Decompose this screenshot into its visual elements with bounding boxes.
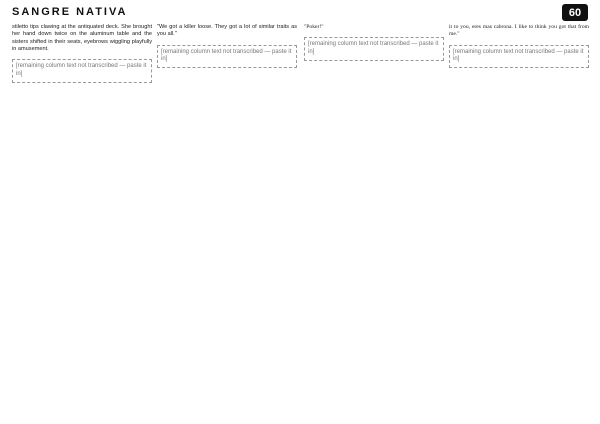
placeholder-note: [remaining column text not transcribed — paste it in] bbox=[304, 37, 444, 61]
placeholder-note: [remaining column text not transcribed — paste it in] bbox=[449, 45, 589, 69]
placeholder-note: [remaining column text not transcribed — paste it in] bbox=[12, 59, 152, 83]
placeholder-note: [remaining column text not transcribed — paste it in] bbox=[157, 45, 297, 69]
running-header: SANGRE NATIVA bbox=[12, 6, 128, 18]
paragraph: "Poker!" bbox=[304, 24, 324, 30]
text-column-3 bbox=[304, 24, 444, 416]
text-column-2 bbox=[157, 24, 297, 416]
paragraph: "We got a killer loose. They got a lot of similar traits as you all." bbox=[157, 24, 297, 38]
text-column-4 bbox=[449, 24, 589, 416]
text-column-1 bbox=[12, 24, 152, 416]
page-number-badge: 60 bbox=[562, 4, 588, 21]
paragraph: stiletto tips clawing at the antiquated deck. She brought her hand down twice on the aluminum table and the sisters shifted in their seats, eyebrows wiggling playfully in amusement. bbox=[12, 24, 152, 52]
paragraph: it to you, eres mas cabrona. I like to think you got that from me." bbox=[449, 24, 589, 38]
